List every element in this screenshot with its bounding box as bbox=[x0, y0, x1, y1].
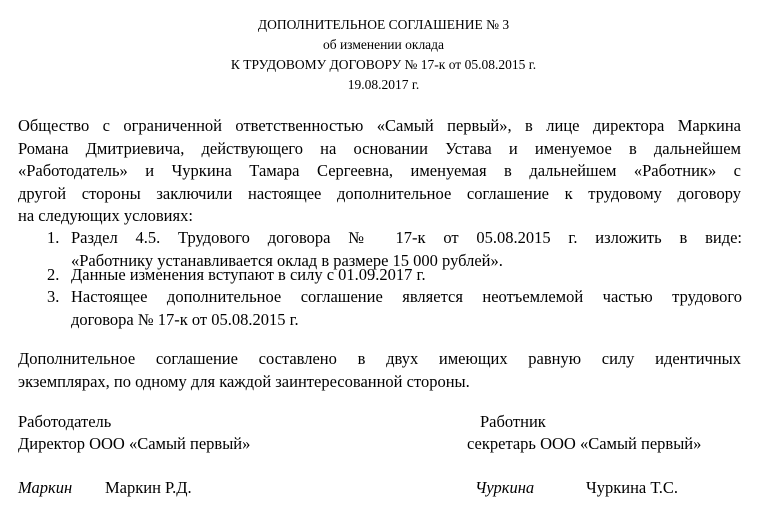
document-date: 19.08.2017 г. bbox=[347, 77, 420, 92]
intro-line: Общество с ограниченной ответственностью «Самый первый», в лице директора Маркина bbox=[18, 116, 741, 135]
term-number: 1. bbox=[47, 228, 60, 247]
employee-name: Чуркина Т.С. bbox=[586, 478, 679, 497]
intro-line: Романа Дмитриевича, действующего на основании Устава и именуемое в дальнейшем bbox=[18, 138, 741, 158]
term-line: Раздел 4.5. Трудового договора № 17-к от 05.08.2015 г. изложить в виде: bbox=[71, 228, 742, 247]
closing-paragraph bbox=[18, 348, 741, 393]
employer-signature: Маркин bbox=[18, 478, 73, 497]
document-title: ДОПОЛНИТЕЛЬНОЕ СОГЛАШЕНИЕ № 3 bbox=[257, 17, 510, 32]
employer-name: Маркин Р.Д. bbox=[105, 478, 192, 497]
term-number: 2. bbox=[47, 265, 60, 284]
closing-line: Дополнительное соглашение составлено в двух имеющих равную силу идентичных bbox=[18, 349, 741, 368]
employee-role: Работник bbox=[480, 412, 546, 431]
employer-position: Директор ООО «Самый первый» bbox=[18, 434, 251, 453]
closing-line: экземплярах, по одному для каждой заинтересованной стороны. bbox=[18, 371, 470, 391]
intro-line: «Работодатель» и Чуркина Тамара Сергеевна, именуемая в дальнейшем «Работник» с bbox=[18, 161, 741, 180]
term-line: Настоящее дополнительное соглашение является неотъемлемой частью трудового bbox=[71, 287, 742, 306]
term-line: Данные изменения вступают в силу с 01.09.2017 г. bbox=[71, 265, 426, 284]
term-line: «Работнику устанавливается оклад в размере 15 000 рублей». bbox=[71, 250, 503, 270]
intro-line: на следующих условиях: bbox=[18, 206, 193, 225]
term-line: договора № 17-к от 05.08.2015 г. bbox=[71, 309, 299, 329]
document-reference: К ТРУДОВОМУ ДОГОВОРУ № 17-к от 05.08.2015 г. bbox=[230, 57, 537, 72]
intro-paragraph bbox=[18, 115, 741, 228]
intro-line: другой стороны заключили настоящее дополнительное соглашение к трудовому договору bbox=[18, 183, 741, 203]
document-subtitle: об изменении оклада bbox=[322, 37, 445, 52]
employee-signature: Чуркина bbox=[475, 478, 535, 497]
term-number: 3. bbox=[47, 287, 60, 306]
employer-role: Работодатель bbox=[18, 412, 112, 431]
employee-position: секретарь ООО «Самый первый» bbox=[467, 434, 702, 453]
